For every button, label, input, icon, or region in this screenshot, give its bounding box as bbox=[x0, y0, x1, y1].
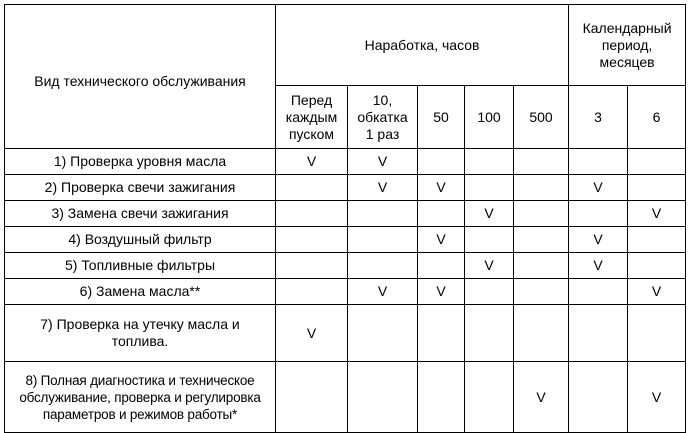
check-cell bbox=[418, 149, 465, 175]
check-cell bbox=[348, 253, 418, 279]
check-cell bbox=[276, 201, 348, 227]
table-row bbox=[5, 227, 686, 253]
subheader-50h: 50 bbox=[418, 86, 465, 149]
check-cell bbox=[276, 227, 348, 253]
check-cell: V bbox=[276, 305, 348, 362]
row-label: 4) Воздушный фильтр bbox=[5, 227, 276, 253]
check-cell bbox=[276, 279, 348, 305]
subheader-3-months: 3 bbox=[569, 86, 628, 149]
subheader-100h: 100 bbox=[465, 86, 514, 149]
check-cell bbox=[276, 362, 348, 433]
row-label: 3) Замена свечи зажигания bbox=[5, 201, 276, 227]
check-cell bbox=[465, 227, 514, 253]
table-row bbox=[5, 305, 686, 362]
check-cell bbox=[569, 149, 628, 175]
check-cell: V bbox=[514, 362, 569, 433]
check-cell bbox=[569, 362, 628, 433]
table-row bbox=[5, 175, 686, 201]
check-cell: V bbox=[276, 149, 348, 175]
table-row bbox=[5, 149, 686, 175]
check-cell bbox=[569, 305, 628, 362]
check-cell bbox=[569, 201, 628, 227]
check-cell: V bbox=[569, 227, 628, 253]
row-label: 7) Проверка на утечку масла и топлива. bbox=[5, 305, 276, 362]
check-cell bbox=[628, 253, 686, 279]
row-label: 8) Полная диагностика и техническое обслуживание, проверка и регулировка параметров и режимов работы* bbox=[5, 362, 276, 433]
check-cell: V bbox=[418, 175, 465, 201]
check-cell bbox=[418, 253, 465, 279]
check-cell bbox=[628, 227, 686, 253]
check-cell bbox=[348, 201, 418, 227]
row-label: 2) Проверка свечи зажигания bbox=[5, 175, 276, 201]
subheader-6-months: 6 bbox=[628, 86, 686, 149]
check-cell bbox=[514, 201, 569, 227]
row-label: 6) Замена масла** bbox=[5, 279, 276, 305]
row-label: 1) Проверка уровня масла bbox=[5, 149, 276, 175]
maintenance-table bbox=[4, 4, 686, 433]
check-cell bbox=[465, 305, 514, 362]
check-cell bbox=[628, 175, 686, 201]
subheader-10h: 10, обкатка 1 раз bbox=[348, 86, 418, 149]
check-cell: V bbox=[569, 253, 628, 279]
check-cell bbox=[418, 362, 465, 433]
check-cell bbox=[514, 149, 569, 175]
table-row bbox=[5, 362, 686, 433]
check-cell: V bbox=[465, 253, 514, 279]
check-cell bbox=[514, 253, 569, 279]
check-cell bbox=[418, 201, 465, 227]
check-cell: V bbox=[465, 201, 514, 227]
check-cell bbox=[514, 227, 569, 253]
check-cell bbox=[514, 305, 569, 362]
check-cell: V bbox=[418, 279, 465, 305]
row-label: 5) Топливные фильтры bbox=[5, 253, 276, 279]
check-cell bbox=[465, 175, 514, 201]
check-cell bbox=[514, 279, 569, 305]
table-row bbox=[5, 253, 686, 279]
check-cell bbox=[628, 305, 686, 362]
table-row bbox=[5, 201, 686, 227]
check-cell bbox=[348, 227, 418, 253]
check-cell bbox=[276, 253, 348, 279]
check-cell: V bbox=[628, 201, 686, 227]
check-cell: V bbox=[348, 279, 418, 305]
check-cell: V bbox=[569, 175, 628, 201]
check-cell bbox=[465, 149, 514, 175]
check-cell bbox=[569, 279, 628, 305]
check-cell bbox=[628, 149, 686, 175]
check-cell bbox=[514, 175, 569, 201]
check-cell: V bbox=[348, 175, 418, 201]
check-cell bbox=[348, 305, 418, 362]
check-cell: V bbox=[348, 149, 418, 175]
check-cell bbox=[276, 175, 348, 201]
table-row bbox=[5, 279, 686, 305]
check-cell: V bbox=[418, 227, 465, 253]
check-cell bbox=[418, 305, 465, 362]
check-cell bbox=[465, 279, 514, 305]
header-calendar-period: Календарный период, месяцев bbox=[569, 5, 686, 86]
check-cell: V bbox=[628, 362, 686, 433]
header-operating-hours: Наработка, часов bbox=[276, 5, 569, 86]
header-row-1 bbox=[5, 5, 686, 86]
check-cell bbox=[348, 362, 418, 433]
subheader-before-start: Перед каждым пуском bbox=[276, 86, 348, 149]
subheader-500h: 500 bbox=[514, 86, 569, 149]
check-cell: V bbox=[628, 279, 686, 305]
check-cell bbox=[465, 362, 514, 433]
header-maintenance-type: Вид технического обслуживания bbox=[5, 5, 276, 149]
